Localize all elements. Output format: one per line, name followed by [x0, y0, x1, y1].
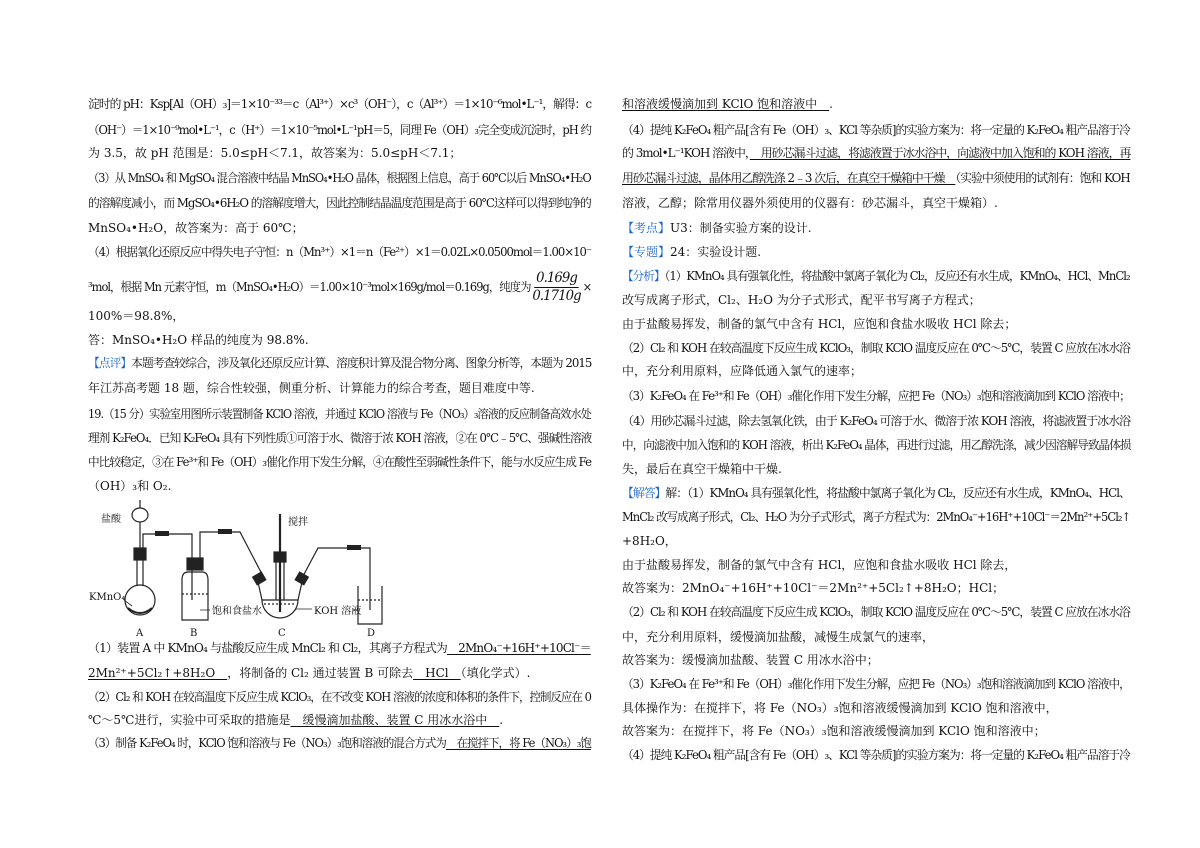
text-segment: （2）Cl₂ 和 KOH 在较高温度下反应生成 KClO₃，制取 KClO 温度反应在 0℃～5℃，装置 C 应放在冰水浴 — [622, 341, 1130, 355]
text-segment: 中，充分利用原料，缓慢滴加盐酸，减慢生成氯气的速率， — [622, 630, 935, 644]
text-segment: 的溶解度减小，而 MgSO₄•6H₂O 的溶解度增大，因此控制结晶温度范围是高于 60℃这样可以得到纯净的 — [88, 196, 591, 210]
text-line — [88, 640, 591, 656]
label-c: C — [278, 628, 286, 639]
text-line — [88, 712, 503, 728]
text-line — [88, 145, 461, 161]
text-line — [88, 454, 591, 470]
text-line — [622, 170, 1130, 186]
bottle-b — [182, 558, 208, 620]
text-line — [622, 723, 1046, 739]
text-segment: 由于盐酸易挥发，制备的氯气中含有 HCl，应饱和食盐水吸收 HCl 除去； — [622, 317, 1017, 331]
text-segment: 答：MnSO₄•H₂O 样品的纯度为 98.8%. — [88, 333, 309, 347]
text-segment: （4）提纯 K₂FeO₄ 粗产品[含有 Fe（OH）₃、KCl 等杂质]的实验方案为：将一定量的 K₂FeO₄ 粗产品溶于冷 — [622, 123, 1130, 137]
text-segment: （3）制备 K₂FeO₄ 时，KClO 饱和溶液与 Fe（NO₃）₃饱和溶液的混合方式为 — [88, 736, 446, 750]
text-segment: （3）K₂FeO₄ 在 Fe³⁺和 Fe（OH）₃催化作用下发生分解，应把 Fe（NO₃）₃饱和溶液滴加到 KClO 溶液中； — [622, 389, 1130, 403]
text-segment: ³mol，根据 Mn 元素守恒，m（MnSO₄•H₂O）＝1.00×10⁻³mol×169g/mol＝0.169g，纯度为 — [88, 280, 531, 294]
text-line — [622, 268, 1130, 284]
text-segment: +8H₂O， — [622, 534, 677, 548]
text-line — [622, 122, 1130, 138]
three-neck-flask-c — [253, 514, 309, 618]
text-segment: U3：制备实验方案的设计. — [670, 221, 812, 235]
tube-a-b — [143, 534, 192, 600]
text-segment: （实验中须使用的试剂有：饱和 KOH — [955, 171, 1130, 185]
answer-blank: HCl — [413, 666, 461, 680]
text-segment: ℃～5℃进行，实验中可采取的措施是 — [88, 713, 291, 727]
answer-blank: 和溶液缓慢滴加到 KClO 饱和溶液中 — [622, 97, 830, 111]
text-line — [622, 557, 1016, 573]
text-line — [88, 96, 591, 112]
text-segment: 解：（1）KMnO₄ 具有强氧化性，将盐酸中氯离子氧化为 Cl₂，反应还有水生成，KMnO₄、HCl、 — [665, 486, 1130, 500]
kmno4-label: KMnO₄ — [89, 592, 126, 603]
text-segment: 由于盐酸易挥发，制备的氯气中含有 HCl，应饱和食盐水吸收 HCl 除去， — [622, 558, 1017, 572]
text-line — [622, 437, 1130, 453]
text-line — [622, 388, 1130, 404]
text-line — [88, 220, 304, 236]
apparatus-diagram — [88, 490, 418, 640]
answer-blank: 在搅拌下，将 Fe（NO₃）₃饱 — [445, 736, 591, 750]
label-a: A — [136, 628, 144, 639]
text-line — [88, 122, 591, 138]
answer-blank: 用砂芯漏斗过滤，晶体用乙醇洗涤 2﹣3 次后，在真空干燥箱中干燥 — [622, 171, 956, 185]
text-segment: 本题考查较综合，涉及氧化还原反应计算、溶度积计算及混合物分离、图象分析等，本题为 2015 — [131, 356, 592, 370]
text-segment: 溶液，乙醇；除常用仪器外须使用的仪器有：砂芯漏斗，真空干燥箱）. — [622, 196, 998, 210]
text-segment: （3）K₂FeO₄ 在 Fe³⁺和 Fe（OH）₃催化作用下发生分解，应把 Fe（NO₃）₃饱和溶液滴加到 KClO 溶液中， — [622, 677, 1130, 691]
text-segment: （4）用砂芯漏斗过滤，除去氢氧化铁，由于 K₂FeO₄ 可溶于水、微溶于浓 KOH 溶液，将滤液置于冰水浴 — [622, 414, 1131, 428]
text-segment: （2）Cl₂ 和 KOH 在较高温度下反应生成 KClO₃，在不改变 KOH 溶液的浓度和体积的条件下，控制反应在 0 — [88, 690, 592, 704]
text-line — [88, 195, 591, 211]
text-segment: 为 3.5，故 pH 范围是：5.0≤pH＜7.1，故答案为：5.0≤pH＜7.1； — [88, 146, 462, 160]
text-segment: MnSO₄•H₂O，故答案为：高于 60℃； — [88, 221, 304, 235]
text-segment: 的 3mol•L⁻¹KOH 溶液中， — [622, 146, 750, 160]
label-b: B — [190, 628, 198, 639]
text-segment: 19.（15 分）实验室用图所示装置制备 KClO 溶液，并通过 KClO 溶液与 Fe（NO₃）₃溶液的反应制备高效水处 — [88, 407, 591, 421]
text-line — [622, 509, 1130, 525]
label-d: D — [367, 628, 376, 639]
text-segment: 年江苏高考题 18 题，综合性较强，侧重分析、计算能力的综合考查，题目难度中等. — [88, 381, 535, 395]
text-line — [88, 689, 591, 705]
answer-blank: 2Mn²⁺+5Cl₂↑+8H₂O — [88, 666, 228, 680]
text-line — [622, 629, 934, 645]
fraction-numerator: 0.169g — [536, 270, 577, 286]
text-line — [622, 145, 1130, 161]
text-segment: 中，向滤液中加入饱和的 KOH 溶液，析出 K₂FeO₄ 晶体，再进行过滤，用乙醇洗涤，减少因溶解导致晶体损 — [622, 438, 1131, 452]
text-line — [622, 292, 981, 308]
text-segment: （OH）₃和 O₂. — [88, 479, 172, 493]
text-line — [622, 700, 1058, 716]
text-segment: （1）装置 A 中 KMnO₄ 与盐酸反应生成 MnCl₂ 和 Cl₂，其离子方程式为 — [88, 641, 447, 655]
text-line — [88, 380, 535, 396]
section-label: 【专题】 — [622, 245, 671, 259]
text-segment: （2）Cl₂ 和 KOH 在较高温度下反应生成 KClO₃，制取 KClO 温度反应在 0℃～5℃，装置 C 应放在冰水浴 — [622, 605, 1130, 619]
text-segment: 故答案为：缓慢滴加盐酸、装置 C 用冰水浴中； — [622, 653, 879, 667]
hcl-label: 盐酸 — [101, 514, 121, 525]
text-segment: 改写成离子形式，Cl₂、H₂O 为分子式形式，配平书写离子方程式； — [622, 293, 981, 307]
text-segment: （4）根据氧化还原反应中得失电子守恒：n（Mn³⁺）×1＝n（Fe²⁺）×1＝0.02L×0.0500mol＝1.00×10⁻ — [88, 245, 592, 259]
text-line — [88, 406, 591, 422]
text-segment: 失，最后在真空干燥箱中干燥. — [622, 462, 782, 476]
text-line — [88, 332, 309, 348]
text-segment: . — [829, 97, 833, 111]
text-segment: . — [499, 713, 504, 727]
text-segment: 24：实验设计题. — [670, 245, 762, 259]
text-line — [622, 363, 862, 379]
text-segment: （OH⁻）＝1×10⁻⁹mol•L⁻¹，c（H⁺）＝1×10⁻⁵mol•L⁻¹pH＝5，同理 Fe（OH）₃完全变成沉淀时，pH 约 — [88, 123, 592, 137]
koh-label: KOH 溶液 — [314, 606, 362, 617]
section-label: 【解答】 — [622, 486, 666, 500]
text-segment: 具体操作为：在搅拌下，将 Fe（NO₃）₃饱和溶液缓慢滴加到 KClO 饱和溶液中， — [622, 701, 1058, 715]
text-segment: ，将制备的 Cl₂ 通过装置 B 可除去 — [227, 666, 414, 680]
text-segment: 100%＝98.8%， — [88, 309, 185, 323]
text-line — [88, 430, 591, 446]
text-line — [88, 170, 591, 186]
answer-blank: 用砂芯漏斗过滤，将滤液置于冰水浴中，向滤液中加入饱和的 KOH 溶液，再 — [749, 146, 1131, 160]
tube-b-c — [200, 532, 264, 578]
text-line — [88, 308, 184, 324]
text-segment: 淀时的 pH：Ksp[Al（OH）₃]＝1×10⁻³³＝c（Al³⁺）×c³（OH⁻），c（Al³⁺）＝1×10⁻⁶mol•L⁻¹，解得：c — [88, 97, 592, 111]
text-line — [622, 533, 677, 549]
text-line — [622, 485, 1130, 501]
text-line — [622, 220, 812, 236]
answer-blank: 2MnO₄⁻+16H⁺+10Cl⁻＝ — [446, 641, 591, 655]
text-segment: 理剂 K₂FeO₄．已知 K₂FeO₄ 具有下列性质①可溶于水、微溶于浓 KOH 溶液，②在 0℃﹣5℃、强碱性溶液 — [88, 431, 592, 445]
text-line — [88, 735, 591, 751]
text-line — [622, 96, 833, 112]
text-line — [622, 747, 1130, 763]
tube-c-d — [302, 548, 370, 610]
text-segment: 故答案为：2MnO₄⁻+16H⁺+10Cl⁻＝2Mn²⁺+5Cl₂↑+8H₂O；HCl； — [622, 581, 1005, 595]
text-segment: MnCl₂ 改写成离子形式，Cl₂、H₂O 为分子式形式，离子方程式为：2MnO₄⁻+16H⁺+10Cl⁻＝2Mn²⁺+5Cl₂↑ — [622, 510, 1131, 524]
text-line — [88, 244, 591, 260]
text-line — [622, 244, 761, 260]
text-segment: 故答案为：在搅拌下，将 Fe（NO₃）₃饱和溶液缓慢滴加到 KClO 饱和溶液中； — [622, 724, 1046, 738]
text-line — [622, 413, 1130, 429]
stir-label: 搅拌 — [288, 517, 308, 528]
text-segment: （填化学式）. — [460, 666, 531, 680]
text-line — [88, 270, 592, 304]
section-label: 【分析】 — [622, 269, 665, 283]
text-segment: 中比较稳定，③在 Fe³⁺和 Fe（OH）₃催化作用下发生分解，④在酸性至弱碱性条件下，能与水反应生成 Fe — [88, 455, 592, 469]
purity-fraction — [532, 270, 580, 305]
text-segment: （1）KMnO₄ 具有强氧化性，将盐酸中氯离子氧化为 Cl₂，反应还有水生成，KMnO₄、HCl、MnCl₂ — [664, 269, 1130, 283]
text-line — [622, 676, 1130, 692]
text-line — [622, 195, 998, 211]
brine-label: 饱和食盐水 — [212, 606, 262, 617]
text-line — [622, 316, 1016, 332]
text-segment: 中，充分利用原料，应降低通入氯气的速率； — [622, 364, 863, 378]
text-line — [622, 340, 1130, 356]
fraction-denominator: 0.1710g — [532, 288, 581, 304]
section-label: 【考点】 — [622, 221, 671, 235]
text-line — [622, 461, 782, 477]
section-label: 【点评】 — [88, 356, 132, 370]
flask-a — [125, 500, 155, 615]
text-line — [88, 665, 530, 681]
text-line — [88, 355, 591, 371]
text-line — [622, 580, 1004, 596]
text-segment: （4）提纯 K₂FeO₄ 粗产品[含有 Fe（OH）₃、KCl 等杂质]的实验方案为：将一定量的 K₂FeO₄ 粗产品溶于冷 — [622, 748, 1130, 762]
answer-blank: 缓慢滴加盐酸、装置 C 用冰水浴中 — [290, 713, 500, 727]
text-line — [622, 652, 879, 668]
text-line — [622, 604, 1130, 620]
text-segment: × — [582, 280, 592, 294]
text-segment: （3）从 MnSO₄ 和 MgSO₄ 混合溶液中结晶 MnSO₄•H₂O 晶体，根据图上信息，高于 60℃以后 MnSO₄•H₂O — [88, 171, 591, 185]
